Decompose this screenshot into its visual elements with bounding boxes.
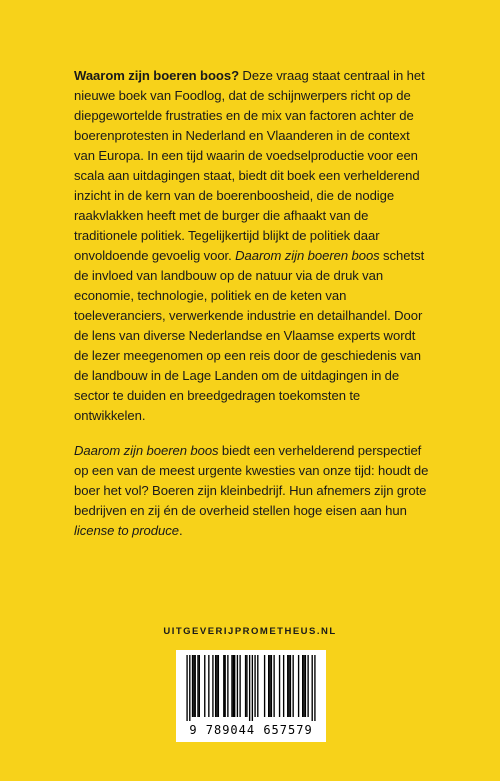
blurb-p2-text-a: biedt een verhelderend perspectief op een van de meest urgente kwesties van onze tijd: houdt de boer het vol? Boeren zijn kleinbedrijf. Hun afnemers zijn grote bedrijven en zij én de overheid stellen hoge eisen aan hun xyxy=(74,443,429,518)
barcode-bar xyxy=(298,655,299,717)
barcode-bar xyxy=(288,655,289,717)
blurb-paragraph-2 xyxy=(74,441,430,541)
barcode-bar xyxy=(231,655,232,717)
barcode-bar xyxy=(245,655,246,717)
barcode-bar xyxy=(192,655,193,717)
blurb-p2-license-phrase: license to produce xyxy=(74,523,179,538)
barcode-bar xyxy=(193,655,194,717)
barcode-bar xyxy=(264,655,265,717)
barcode-bar xyxy=(271,655,272,717)
barcode-bars xyxy=(181,655,321,721)
barcode-bar xyxy=(186,655,187,721)
barcode-bar xyxy=(303,655,304,717)
barcode-bar xyxy=(195,655,196,717)
barcode-bar xyxy=(302,655,303,717)
barcode-bar xyxy=(212,655,213,717)
barcode-bar xyxy=(290,655,291,717)
barcode-bar xyxy=(223,655,224,717)
barcode-bar xyxy=(224,655,225,717)
barcode-bar xyxy=(273,655,274,717)
barcode-bar xyxy=(234,655,235,717)
isbn-number: 9 789044 657579 xyxy=(189,723,313,737)
barcode-bar xyxy=(237,655,238,717)
barcode-bar xyxy=(233,655,234,717)
barcode-bar xyxy=(208,655,209,717)
barcode-bar xyxy=(249,655,250,721)
barcode-bar xyxy=(215,655,216,717)
barcode-bar xyxy=(305,655,306,717)
barcode-bar xyxy=(252,655,253,721)
blurb-p2-book-title: Daarom zijn boeren boos xyxy=(74,443,219,458)
barcode-bar xyxy=(292,655,293,717)
isbn-barcode xyxy=(176,650,326,742)
barcode-bar xyxy=(216,655,217,717)
barcode-bar xyxy=(189,655,190,721)
barcode-bar xyxy=(218,655,219,717)
blurb-p1-book-title: Daarom zijn boeren boos xyxy=(235,248,380,263)
publisher-website: UITGEVERIJPROMETHEUS.NL xyxy=(163,626,337,637)
barcode-bar xyxy=(197,655,198,717)
barcode-bar xyxy=(283,655,284,717)
blurb-p1-text-b: schetst de invloed van landbouw op de natuur via de druk van economie, technologie, politiek en de keten van toeleveranciers, verwerkende industrie en detailhandel. Door de lens van diverse Nederlandse en Vlaamse experts wordt de lezer meegenomen op een reis door de geschiedenis van de landbouw in de Lage Landen om de uitdagingen in de sector te duiden en breedgedragen toekomsten te ontwikkelen. xyxy=(74,248,425,423)
barcode-bar xyxy=(204,655,205,717)
barcode-bar xyxy=(279,655,280,717)
blurb-lead-question: Waarom zijn boeren boos? xyxy=(74,68,240,83)
barcode-bar xyxy=(307,655,308,717)
barcode-bar xyxy=(312,655,313,721)
barcode-bar xyxy=(287,655,288,717)
barcode-bar xyxy=(268,655,269,717)
blurb-paragraph-1 xyxy=(74,66,430,426)
barcode-bar xyxy=(314,655,315,721)
barcode-bar xyxy=(246,655,247,717)
barcode-bar xyxy=(254,655,255,717)
barcode-bar xyxy=(199,655,200,717)
barcode-bar xyxy=(257,655,258,717)
blurb-p2-end: . xyxy=(178,523,183,538)
barcode-bar xyxy=(239,655,240,717)
barcode-bar xyxy=(227,655,228,717)
barcode-bar xyxy=(269,655,270,717)
blurb-p1-text-a: Deze vraag staat centraal in het nieuwe boek van Foodlog, dat de schijnwerpers richt op de diepgewortelde frustraties en de mix van factoren achter de boerenprotesten in Nederland en Vlaanderen in de context van Europa. In een tijd waarin de voedselproductie voor een scala aan uitdagingen staat, biedt dit boek een verhelderend inzicht in de kern van de boerenboosheid, die de nodige raakvlakken heeft met de burger die afhaakt van de traditionele politiek. Tegelijkertijd blijkt de politiek daar onvoldoende gevoelig voor. xyxy=(74,68,425,263)
